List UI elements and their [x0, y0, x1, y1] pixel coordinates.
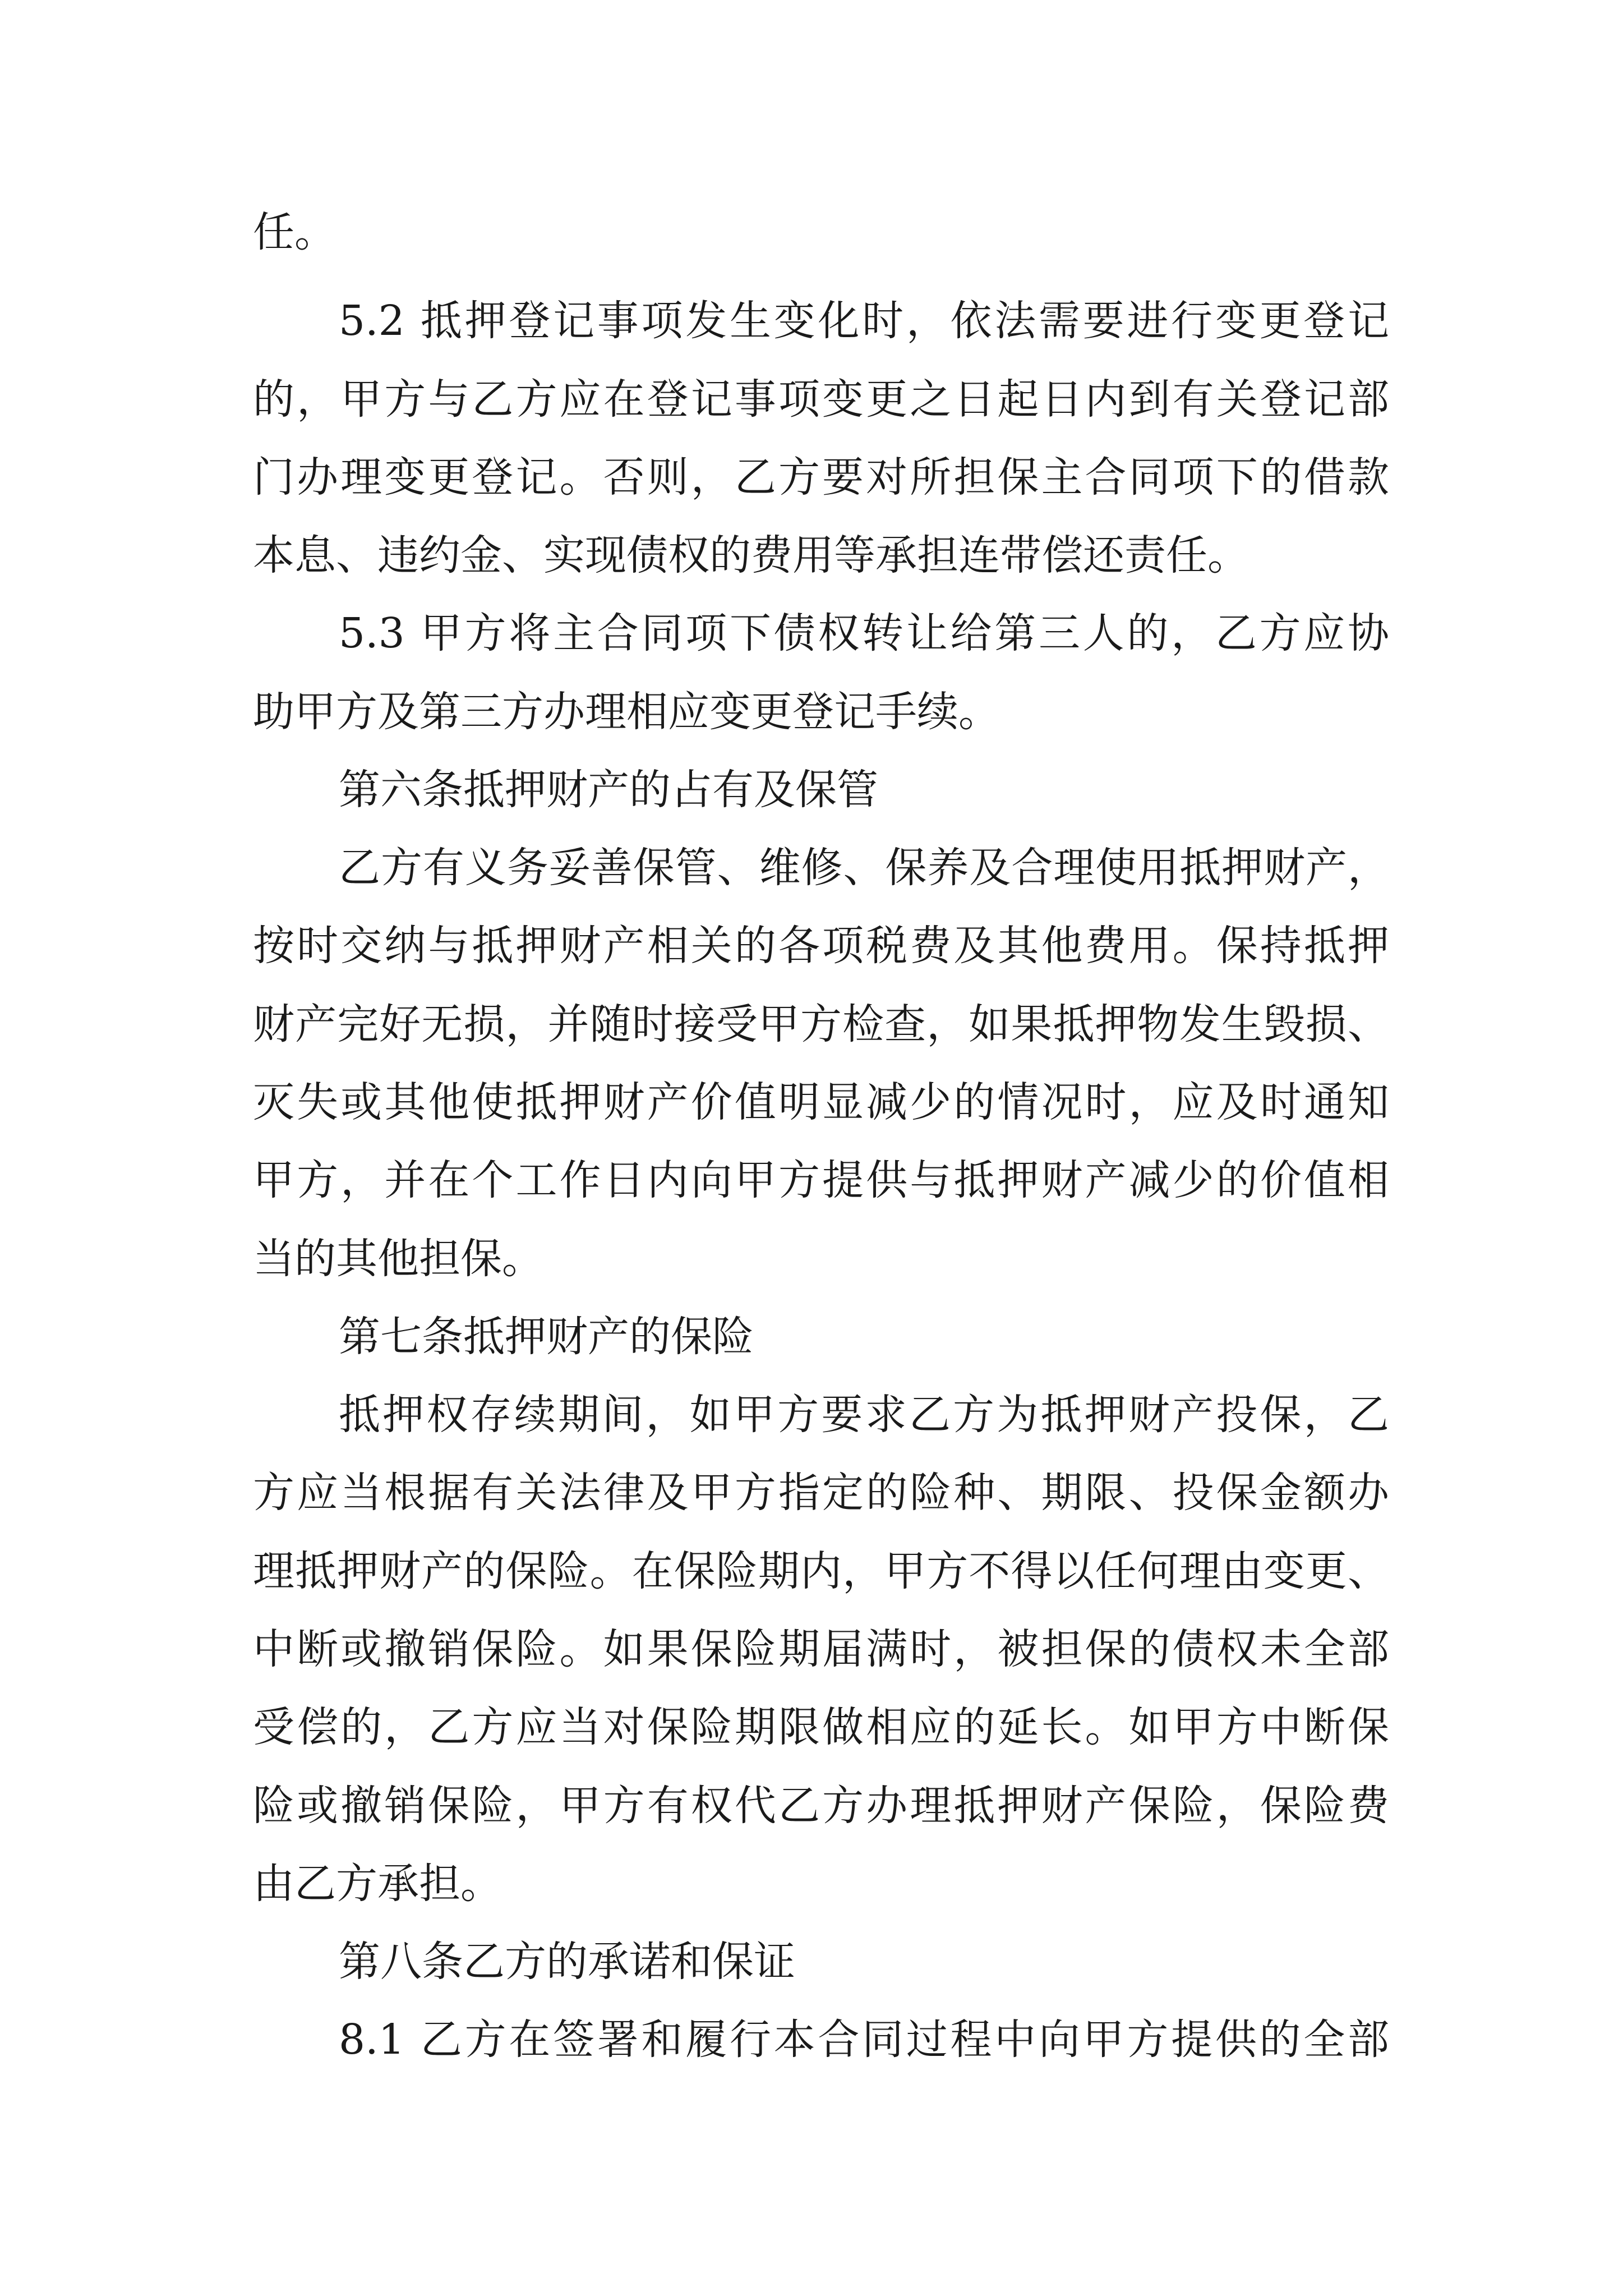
- article-7-heading: 第七条抵押财产的保险: [339, 1313, 754, 1361]
- text-line: 门办理变更登记。否则，乙方要对所担保主合同项下的借款: [253, 453, 1389, 501]
- text-line: 由乙方承担。: [253, 1860, 502, 1908]
- clause-5-3-line: 5.3 甲方将主合同项下债权转让给第三人的，乙方应协: [339, 609, 1389, 657]
- text-line: 按时交纳与抵押财产相关的各项税费及其他费用。保持抵押: [253, 922, 1389, 970]
- paragraph-line: 抵押权存续期间，如甲方要求乙方为抵押财产投保，乙: [339, 1391, 1389, 1439]
- text-line: 险或撤销保险，甲方有权代乙方办理抵押财产保险，保险费: [253, 1782, 1389, 1830]
- text-line: 中断或撤销保险。如果保险期届满时，被担保的债权未全部: [253, 1625, 1389, 1673]
- text-line: 受偿的，乙方应当对保险期限做相应的延长。如甲方中断保: [253, 1703, 1389, 1751]
- clause-5-2-line: 5.2 抵押登记事项发生变化时，依法需要进行变更登记: [339, 297, 1389, 345]
- text-line: 助甲方及第三方办理相应变更登记手续。: [253, 688, 1000, 736]
- text-line: 当的其他担保。: [253, 1235, 543, 1283]
- paragraph-line: 乙方有义务妥善保管、维修、保养及合理使用抵押财产，: [339, 844, 1389, 892]
- text-line: 理抵押财产的保险。在保险期内，甲方不得以任何理由变更、: [253, 1547, 1389, 1595]
- text-line: 灭失或其他使抵押财产价值明显减少的情况时，应及时通知: [253, 1078, 1389, 1126]
- article-8-heading: 第八条乙方的承诺和保证: [339, 1938, 795, 1986]
- text-line: 甲方，并在个工作日内向甲方提供与抵押财产减少的价值相: [253, 1156, 1389, 1204]
- clause-8-1-line: 8.1 乙方在签署和履行本合同过程中向甲方提供的全部: [339, 2016, 1389, 2064]
- text-line: 任。: [253, 208, 336, 256]
- text-line: 的，甲方与乙方应在登记事项变更之日起日内到有关登记部: [253, 375, 1389, 424]
- text-line: 财产完好无损，并随时接受甲方检查，如果抵押物发生毁损、: [253, 1000, 1389, 1048]
- text-line: 方应当根据有关法律及甲方指定的险种、期限、投保金额办: [253, 1469, 1389, 1517]
- article-6-heading: 第六条抵押财产的占有及保管: [339, 766, 878, 814]
- text-line: 本息、违约金、实现债权的费用等承担连带偿还责任。: [253, 531, 1249, 579]
